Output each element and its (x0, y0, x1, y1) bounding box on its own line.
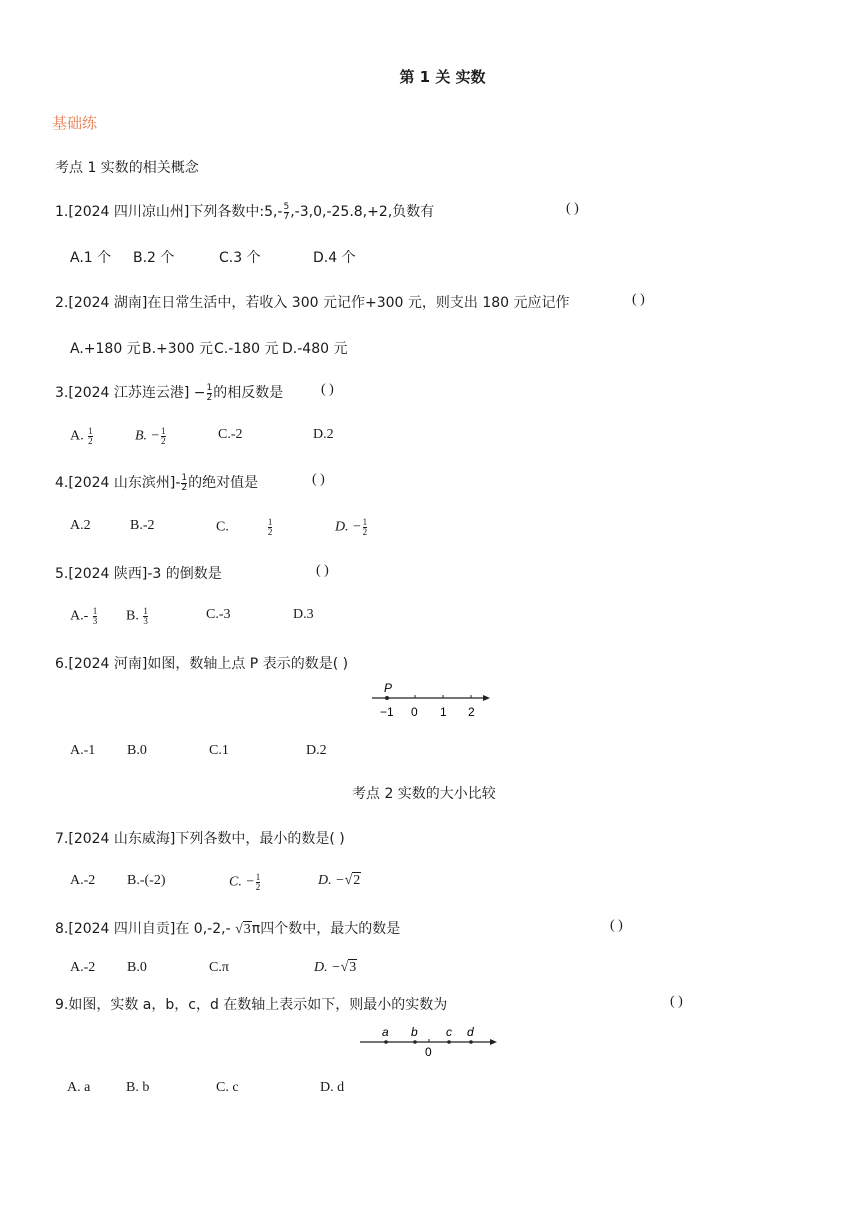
q9-label-b: b (411, 1025, 418, 1039)
q6-option-a: A.-1 (70, 743, 96, 758)
q6-tick-label-0: 0 (411, 705, 418, 719)
q9-label-d: d (467, 1025, 474, 1039)
q8-option-d: D. −√3 (314, 960, 357, 975)
q3-stem-b: 的相反数是 (213, 385, 284, 401)
q1-option-d: D.4 个 (313, 250, 356, 266)
knowledge-point-1: 考点 1 实数的相关概念 (55, 160, 199, 176)
q5-option-b: B. $\frac{1}{3}$ (126, 606, 148, 626)
question-1 (55, 201, 434, 222)
q4-option-c: C. $\frac{1}{2}$ (216, 517, 273, 537)
q6-option-b: B.0 (127, 743, 147, 758)
page-title: 第 1 关 实数 (399, 68, 486, 86)
q9-option-d: D. d (320, 1080, 345, 1095)
question-4 (55, 472, 258, 493)
q1-option-b: B.2 个 (133, 250, 175, 266)
question-7: 7.[2024 山东威海]下列各数中，最小的数是( ) (55, 831, 345, 847)
question-3 (55, 382, 283, 403)
q9-label-c: c (446, 1025, 452, 1039)
q7-option-a: A.-2 (70, 873, 96, 888)
q2-option-c: C.-180 元 (214, 341, 279, 357)
question-8: 8.[2024 四川自贡]在 0,-2,- √3π四个数中，最大的数是 (55, 921, 401, 937)
question-9: 9.如图，实数 a，b，c，d 在数轴上表示如下，则最小的实数为 (55, 997, 448, 1013)
q8-stem-b: π四个数中，最大的数是 (251, 921, 401, 937)
q3-stem-a: 3.[2024 江苏连云港] − (55, 385, 206, 401)
q3-option-b: B. − $\frac{1}{2}$ (135, 426, 166, 446)
q9-label-a: a (382, 1025, 389, 1039)
q1-option-c: C.3 个 (219, 250, 261, 266)
question-5: 5.[2024 陕西]-3 的倒数是 (55, 566, 222, 582)
q4-option-b: B.-2 (130, 518, 155, 533)
q7-option-c: C. − $\frac{1}{2}$ (229, 872, 261, 892)
q9-number-line (356, 1024, 502, 1060)
q8-radicand: 3 (243, 922, 251, 937)
q7-option-b: B.-(-2) (127, 873, 166, 888)
q4-stem-a: 4.[2024 山东滨州]- (55, 475, 181, 491)
q7-option-d: D. −√2 (318, 873, 361, 888)
q1-stem-b: ,-3,0,-25.8,+2,负数有 (290, 204, 435, 220)
q9-axis-arrow (490, 1039, 497, 1045)
q9-answer-paren: ( ) (670, 994, 683, 1009)
q8-option-b: B.0 (127, 960, 147, 975)
q8-answer-paren: ( ) (610, 918, 623, 933)
q4-fraction: $\frac{1}{2}$ (181, 472, 188, 493)
q5-option-c: C.-3 (206, 607, 231, 622)
q8-option-c: C.π (209, 960, 229, 975)
q2-answer-paren: ( ) (632, 292, 645, 307)
q1-stem-a: 1.[2024 四川凉山州]下列各数中:5,- (55, 204, 283, 220)
q4-option-a: A.2 (70, 518, 91, 533)
q2-option-a: A.+180 元 (70, 341, 141, 357)
q9-point-b (413, 1040, 417, 1044)
q8-option-a: A.-2 (70, 960, 96, 975)
q4-answer-paren: ( ) (312, 472, 325, 487)
q6-axis-arrow (483, 695, 490, 701)
q3-fraction: $\frac{1}{2}$ (206, 382, 213, 403)
q1-fraction: $\frac{5}{7}$ (283, 201, 290, 222)
q6-number-line (368, 682, 496, 722)
q9-option-c: C. c (216, 1080, 239, 1095)
q3-option-a: A. $\frac{1}{2}$ (70, 426, 93, 446)
q8-stem-a: 8.[2024 四川自贡]在 0,-2,- (55, 921, 231, 937)
q1-answer-paren: ( ) (566, 201, 579, 216)
question-2: 2.[2024 湖南]在日常生活中，若收入 300 元记作+300 元，则支出 180 元应记作 (55, 295, 570, 311)
q6-tick-label-1: 1 (440, 705, 447, 719)
q9-option-a: A. a (67, 1080, 91, 1095)
q3-option-c: C.-2 (218, 427, 243, 442)
q4-option-d: D. − $\frac{1}{2}$ (335, 517, 368, 537)
q3-answer-paren: ( ) (321, 382, 334, 397)
q9-point-a (384, 1040, 388, 1044)
q5-option-d: D.3 (293, 607, 314, 622)
q1-option-a: A.1 个 (70, 250, 112, 266)
q6-option-d: D.2 (306, 743, 327, 758)
section-heading: 基础练 (52, 114, 98, 132)
q6-tick-label-neg1: −1 (380, 705, 394, 719)
q9-label-zero: 0 (425, 1045, 432, 1059)
q6-tick-label-2: 2 (468, 705, 475, 719)
knowledge-point-2: 考点 2 实数的大小比较 (352, 786, 496, 802)
q9-option-b: B. b (126, 1080, 150, 1095)
q2-option-d: D.-480 元 (282, 341, 348, 357)
q9-point-d (469, 1040, 473, 1044)
question-6: 6.[2024 河南]如图，数轴上点 P 表示的数是( ) (55, 656, 349, 672)
q4-stem-b: 的绝对值是 (188, 475, 259, 491)
q9-point-c (447, 1040, 451, 1044)
q6-point-label: P (384, 682, 393, 695)
q6-point-p (385, 696, 389, 700)
q5-answer-paren: ( ) (316, 563, 329, 578)
q6-option-c: C.1 (209, 743, 229, 758)
q3-option-d: D.2 (313, 427, 334, 442)
q2-option-b: B.+300 元 (142, 341, 213, 357)
q5-option-a: A.- $\frac{1}{3}$ (70, 606, 98, 626)
